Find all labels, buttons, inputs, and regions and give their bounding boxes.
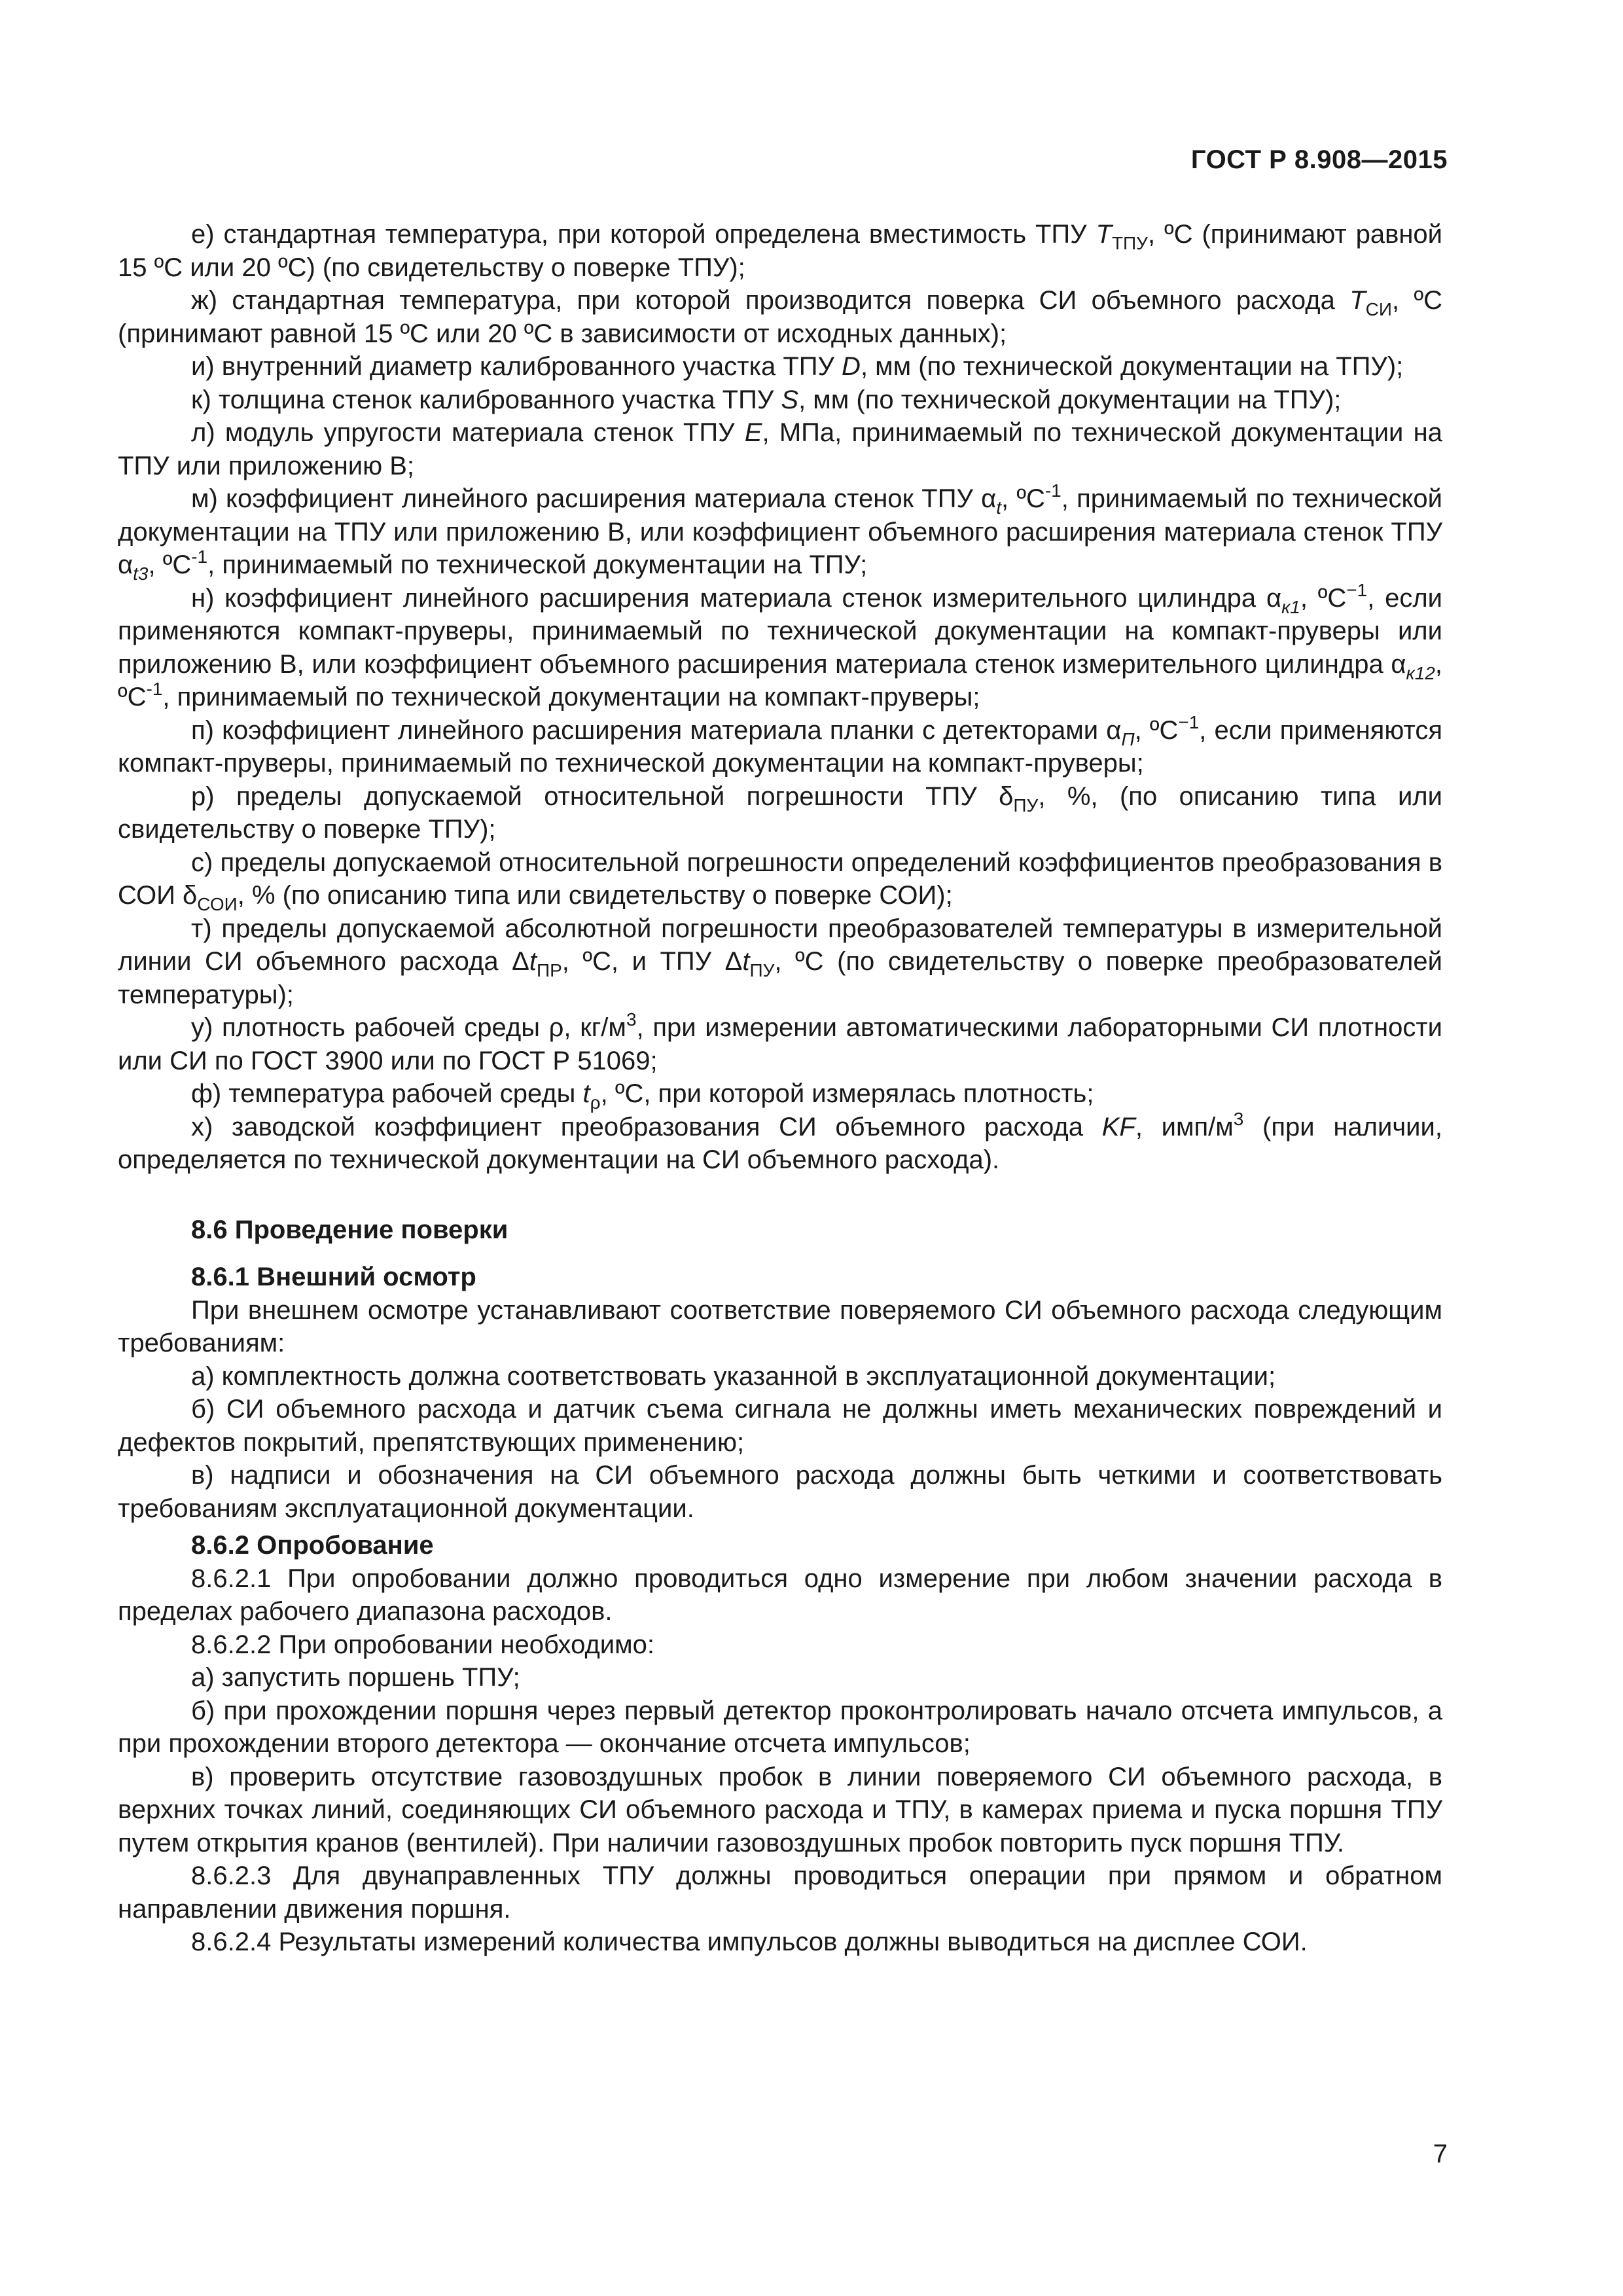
list-item-8-6-1-a: а) комплектность должна соответствовать указанной в эксплуатационной документации; xyxy=(191,1361,1276,1391)
list-item-m: м) коэффициент линейного расширения материала стенок ТПУ $\alpha_t$, ºС$^{-1}$, принимаемый по технической документации на ТПУ или приложению В, или коэффициент объемного расширения материала стенок ТПУ $\alpha_{t3}$, ºС$^{-1}$, принимаемый по технической документации на ТПУ; xyxy=(118,480,1442,584)
list-item-s: с) пределы допускаемой относительной погрешности определений коэффициентов преобразования в СОИ $\delta_{СОИ}$, % (по описанию типа или свидетельству о поверке СОИ); xyxy=(118,848,1442,914)
list-item-l: л) модуль упругости материала стенок ТПУ E, МПа, принимаемый по технической документации на ТПУ или приложению В; xyxy=(118,418,1442,480)
paragraph-8-6-2-3: 8.6.2.3 Для двунаправленных ТПУ должны проводиться операции при прямом и обратном направлении движения поршня. xyxy=(118,1861,1442,1924)
list-item-t: т) пределы допускаемой абсолютной погрешности преобразователей температуры в измерительной линии СИ объемного расхода $\Delta t_{ПР}$, ºС, и ТПУ $\Delta t_{ПУ}$, ºС (по свидетельству о поверке преобразователей температуры); xyxy=(118,914,1442,1009)
subsection-heading-8-6-2: 8.6.2 Опробование xyxy=(191,1531,434,1560)
subsection-heading-8-6-1: 8.6.1 Внешний осмотр xyxy=(191,1263,476,1291)
document-body xyxy=(118,218,1442,1959)
list-item-n: н) коэффициент линейного расширения материала стенок измерительного цилиндра $\alpha_{к1}$, ºС$^{-1}$, если применяются компакт-пруверы, принимаемый по технической документации на компакт-пруверы или приложению В, или коэффициент объемного расширения материала стенок измерительного цилиндра $\alpha_{к12}$, ºС$^{-1}$, принимаемый по технической документации на компакт-пруверы; xyxy=(118,579,1443,711)
list-item-k: к) толщина стенок калиброванного участка ТПУ S, мм (по технической документации на ТПУ); xyxy=(191,385,1342,414)
list-item-f: ф) температура рабочей среды $t_\rho$, ºС, при которой измерялась плотность; xyxy=(191,1079,1094,1113)
list-item-8-6-2-2-b: б) при прохождении поршня через первый детектор проконтролировать начало отсчета импульсов, а при прохождении второго детектора — окончание отсчета импульсов; xyxy=(118,1696,1442,1758)
list-item-e: е) стандартная температура, при которой определена вместимость ТПУ $T_{ТПУ}$, ºС (принимают равной 15 ºС или 20 ºС) (по свидетельству о поверке ТПУ); xyxy=(118,220,1442,282)
list-item-p: п) коэффициент линейного расширения материала планки с детекторами $\alpha_П$, ºС$^{-1}$, если применяются компакт-пруверы, принимаемый по технической документации на компакт-пруверы; xyxy=(118,711,1442,778)
section-heading-8-6: 8.6 Проведение поверки xyxy=(191,1215,508,1244)
list-item-8-6-2-2-v: в) проверить отсутствие газовоздушных пробок в линии поверяемого СИ объемного расхода, в верхних точках линий, соединяющих СИ объемного расхода и ТПУ, в камерах приема и пуска поршня ТПУ путем открытия кранов (вентилей). При наличии газовоздушных пробок повторить пуск поршня ТПУ. xyxy=(118,1762,1442,1857)
document-header: ГОСТ Р 8.908—2015 xyxy=(1190,145,1448,174)
paragraph-8-6-1-intro: При внешнем осмотре устанавливают соответствие поверяемого СИ объемного расхода следующим требованиям: xyxy=(118,1295,1442,1357)
paragraph-8-6-2-1: 8.6.2.1 При опробовании должно проводиться одно измерение при любом значении расхода в пределах рабочего диапазона расходов. xyxy=(118,1564,1442,1626)
list-item-r: р) пределы допускаемой относительной погрешности ТПУ $\delta_{ПУ}$, %, (по описанию типа или свидетельству о поверке ТПУ); xyxy=(118,781,1442,844)
list-item-zh: ж) стандартная температура, при которой производится поверка СИ объемного расхода $T_{СИ}$, ºС (принимают равной 15 ºС или 20 ºС в зависимости от исходных данных); xyxy=(118,286,1442,348)
paragraph-8-6-2-2: 8.6.2.2 При опробовании необходимо: xyxy=(191,1630,655,1659)
list-item-u: у) плотность рабочей среды ρ, $кг/м^3$, при измерении автоматическими лабораторными СИ плотности или СИ по ГОСТ 3900 или по ГОСТ Р 51069; xyxy=(118,1009,1442,1075)
list-item-8-6-1-v: в) надписи и обозначения на СИ объемного расхода должны быть четкими и соответствовать требованиям эксплуатационной документации. xyxy=(118,1461,1442,1523)
list-item-8-6-1-b: б) СИ объемного расхода и датчик съема сигнала не должны иметь механических повреждений и дефектов покрытий, препятствующих применению; xyxy=(118,1395,1442,1457)
list-item-h: х) заводской коэффициент преобразования СИ объемного расхода KF, имп/$м^3$ (при наличии, определяется по технической документации на СИ объемного расхода). xyxy=(118,1108,1442,1174)
list-item-i: и) внутренний диаметр калиброванного участка ТПУ D, мм (по технической документации на ТПУ); xyxy=(191,352,1404,381)
paragraph-8-6-2-4: 8.6.2.4 Результаты измерений количества импульсов должны выводиться на дисплее СОИ. xyxy=(191,1928,1308,1956)
page-number: 7 xyxy=(1433,2140,1448,2168)
list-item-8-6-2-2-a: а) запустить поршень ТПУ; xyxy=(191,1663,520,1692)
